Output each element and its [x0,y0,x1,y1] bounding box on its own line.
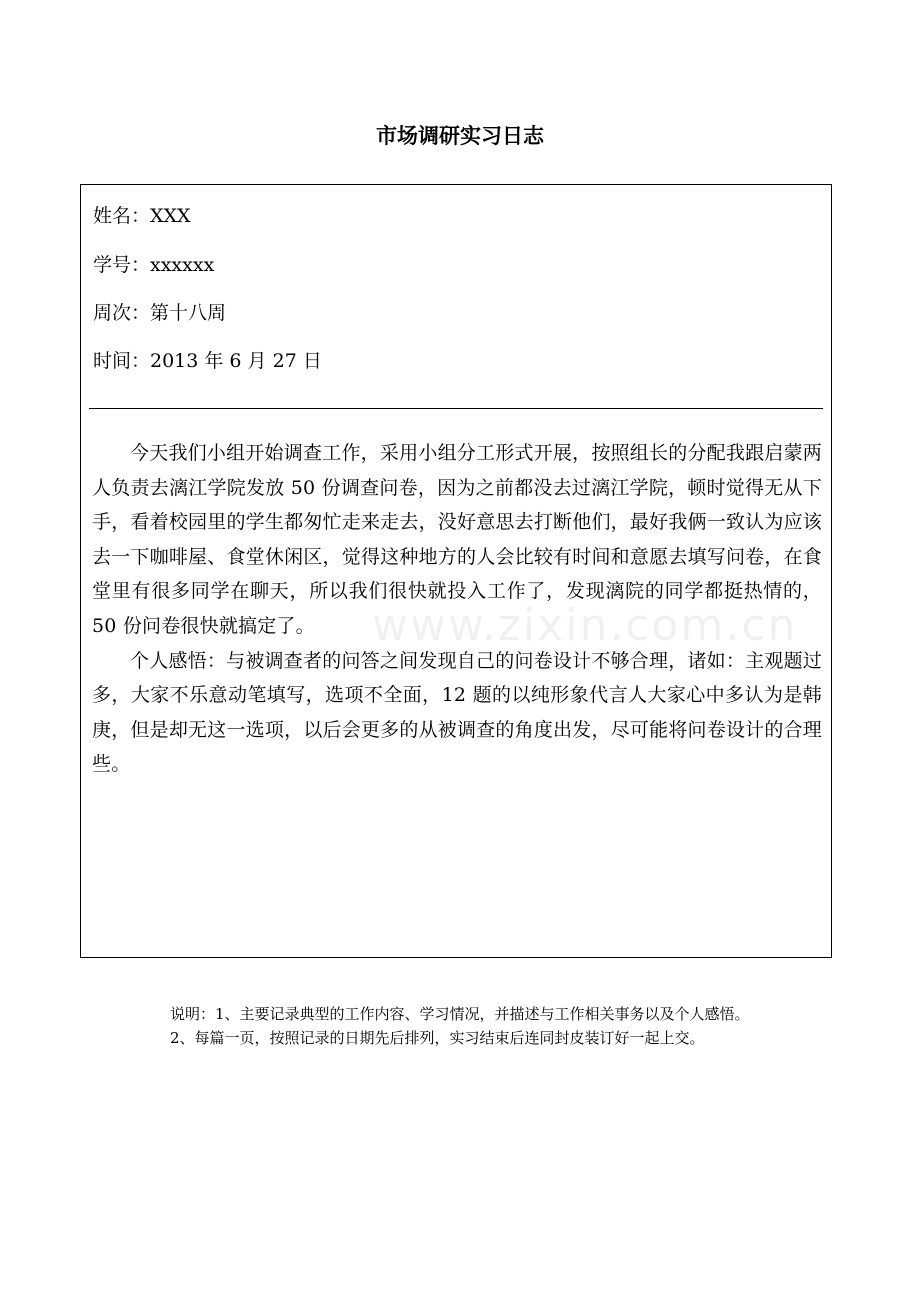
log-entry-box [80,184,832,958]
note-item: 说明：1、主要记录典型的工作内容、学习情况，并描述与工作相关事务以及个人感悟。 [170,1005,750,1023]
name-field: 姓名：XXX [93,205,191,227]
watermark: www.zixin.com.cn [372,600,798,651]
log-content [92,436,822,782]
page-title: 市场调研实习日志 [376,124,544,148]
note-item: 2、每篇一页，按照记录的日期先后排列，实习结束后连同封皮装订好一起上交。 [170,1029,705,1047]
week-field: 周次：第十八周 [93,302,227,324]
work-paragraph: 今天我们小组开始调查工作，采用小组分工形式开展，按照组长的分配我跟启蒙两人负责去漓江学院发放 50 份调查问卷，因为之前都没去过漓江学院，顿时觉得无从下手，看着校园里的学生都匆忙走来走去，没好意思去打断他们，最好我俩一致认为应该去一下咖啡屋、食堂休闲区，觉得这种地方的人会比较有时间和意愿去填写问卷，在食堂里有很多同学在聊天，所以我们很快就投入工作了，发现漓院的同学都挺热情的，50 份问卷很快就搞定了。 [92,442,822,637]
section-divider [89,408,823,409]
date-field: 时间：2013 年 6 月 27 日 [93,350,322,372]
instructions-notes [140,1002,780,1050]
student-id-field: 学号：xxxxxx [93,254,215,276]
reflection-paragraph: 个人感悟：与被调查者的问答之间发现自己的问卷设计不够合理，诸如：主观题过多，大家不乐意动笔填写，选项不全面，12 题的以纯形象代言人大家心中多认为是韩庚，但是却无这一选项，以后会更多的从被调查的角度出发，尽可能将问卷设计的合理些。 [92,649,822,776]
